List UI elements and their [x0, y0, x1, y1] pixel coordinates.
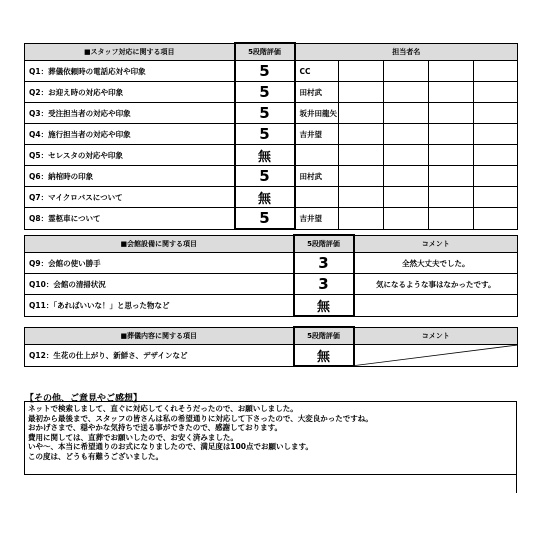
question-label: Q8：霊柩車について: [25, 208, 235, 230]
person-name: 吉井望: [295, 124, 339, 145]
table-row: [25, 208, 518, 230]
empty-cell: [339, 208, 384, 230]
empty-cell: [429, 61, 474, 82]
question-label: Q3：受注担当者の対応や印象: [25, 103, 235, 124]
table-row: [25, 295, 518, 317]
comment-line: おかげさまで、穏やかな気持ちで送る事ができたので、感謝しております。: [28, 423, 283, 433]
rating-value: 3: [294, 274, 354, 295]
comment-line: 費用に関しては、直葬でお願いしたので、お安く済みました。: [28, 432, 238, 442]
staff-header-title: ■スタッフ対応に関する項目: [25, 43, 235, 61]
empty-cell: [474, 103, 518, 124]
rating-value: 無: [294, 345, 354, 367]
empty-cell: [339, 103, 384, 124]
empty-cell: [429, 145, 474, 166]
table-row: [25, 82, 518, 103]
comment-text: 気になるような事はなかったです。: [354, 274, 518, 295]
staff-header-person: 担当者名: [295, 43, 518, 61]
question-label: Q4：施行担当者の対応や印象: [25, 124, 235, 145]
empty-cell: [384, 61, 429, 82]
empty-cell: [384, 124, 429, 145]
empty-cell: [429, 82, 474, 103]
empty-cell: [384, 103, 429, 124]
table-row: [25, 103, 518, 124]
table-row: [25, 274, 518, 295]
rating-value: 5: [235, 61, 295, 82]
facility-table: [24, 234, 518, 317]
empty-cell: [339, 145, 384, 166]
empty-cell: [384, 187, 429, 208]
rating-value: 3: [294, 253, 354, 274]
facility-header-comment: コメント: [354, 235, 518, 253]
empty-cell: [429, 166, 474, 187]
rating-value: 5: [235, 208, 295, 230]
empty-cell: [474, 124, 518, 145]
empty-cell: [474, 145, 518, 166]
person-name: CC: [295, 61, 339, 82]
table-row: [25, 61, 518, 82]
empty-cell: [384, 166, 429, 187]
person-name: 坂井田龍矢: [295, 103, 339, 124]
other-comments-title: 【その他、ご意見やご感想】: [25, 394, 143, 404]
empty-cell: [339, 124, 384, 145]
rating-value: 無: [294, 295, 354, 317]
comment-line: ネットで検索しまして、直ぐに対応してくれそうだったので、お願いしました。: [28, 404, 298, 413]
table-row: [25, 187, 518, 208]
table-row: [25, 145, 518, 166]
rating-value: 無: [235, 145, 295, 166]
question-label: Q1：葬儀依頼時の電話応対や印象: [25, 61, 235, 82]
empty-cell: [429, 103, 474, 124]
question-label: Q5：セレスタの対応や印象: [25, 145, 235, 166]
empty-cell: [429, 208, 474, 230]
question-label: Q6：納棺時の印象: [25, 166, 235, 187]
rating-value: 5: [235, 166, 295, 187]
empty-cell: [474, 166, 518, 187]
empty-cell: [384, 145, 429, 166]
funeral-header-rating: 5段階評価: [294, 327, 354, 345]
facility-header-rating: 5段階評価: [294, 235, 354, 253]
funeral-header-title: ■葬儀内容に関する項目: [25, 327, 294, 345]
box-side-line: [516, 401, 517, 493]
empty-cell: [339, 166, 384, 187]
comment-line: 最初から最後まで、スタッフの皆さんは私の希望通りに対応して下さったので、大変良かったですね。: [28, 413, 373, 423]
comment-text: [354, 295, 518, 317]
rating-value: 5: [235, 103, 295, 124]
empty-cell: [474, 82, 518, 103]
question-label: Q9：会館の使い勝手: [25, 253, 294, 274]
empty-cell: [339, 82, 384, 103]
staff-header-rating: 5段階評価: [235, 43, 295, 61]
comment-text: 全然大丈夫でした。: [354, 253, 518, 274]
question-label: Q12：生花の仕上がり、新鮮さ、デザインなど: [25, 345, 294, 367]
empty-cell: [339, 187, 384, 208]
question-label: Q7：マイクロバスについて: [25, 187, 235, 208]
rating-value: 5: [235, 82, 295, 103]
staff-table: [24, 42, 518, 230]
table-row: [25, 124, 518, 145]
facility-header-row: [25, 235, 518, 253]
person-name: 田村武: [295, 82, 339, 103]
facility-header-title: ■会館設備に関する項目: [25, 235, 294, 253]
comment-line: この度は、どうも有難うございました。: [28, 451, 163, 461]
question-label: Q10：会館の清掃状況: [25, 274, 294, 295]
empty-cell: [339, 61, 384, 82]
diagonal-strike-icon: [355, 345, 518, 366]
table-row: [25, 253, 518, 274]
comment-empty-diagonal: [354, 345, 518, 367]
person-name: 田村武: [295, 166, 339, 187]
rating-value: 無: [235, 187, 295, 208]
question-label: Q2：お迎え時の対応や印象: [25, 82, 235, 103]
question-label: Q11：「あればいいな！」と思った物など: [25, 295, 294, 317]
table-row: [25, 345, 518, 367]
empty-cell: [429, 124, 474, 145]
comment-line: いや〜、本当に希望通りのお式になりましたので、満足度は100点でお願いします。: [28, 442, 313, 452]
table-row: [25, 166, 518, 187]
empty-cell: [384, 82, 429, 103]
rating-value: 5: [235, 124, 295, 145]
empty-cell: [429, 187, 474, 208]
person-name: 吉井望: [295, 208, 339, 230]
empty-cell: [474, 61, 518, 82]
empty-cell: [474, 187, 518, 208]
person-name: [295, 187, 339, 208]
funeral-table: [24, 326, 518, 367]
empty-cell: [384, 208, 429, 230]
other-comments-box: [24, 401, 517, 475]
staff-header-row: [25, 43, 518, 61]
empty-cell: [474, 208, 518, 230]
person-name: [295, 145, 339, 166]
funeral-header-comment: コメント: [354, 327, 518, 345]
funeral-header-row: [25, 327, 518, 345]
